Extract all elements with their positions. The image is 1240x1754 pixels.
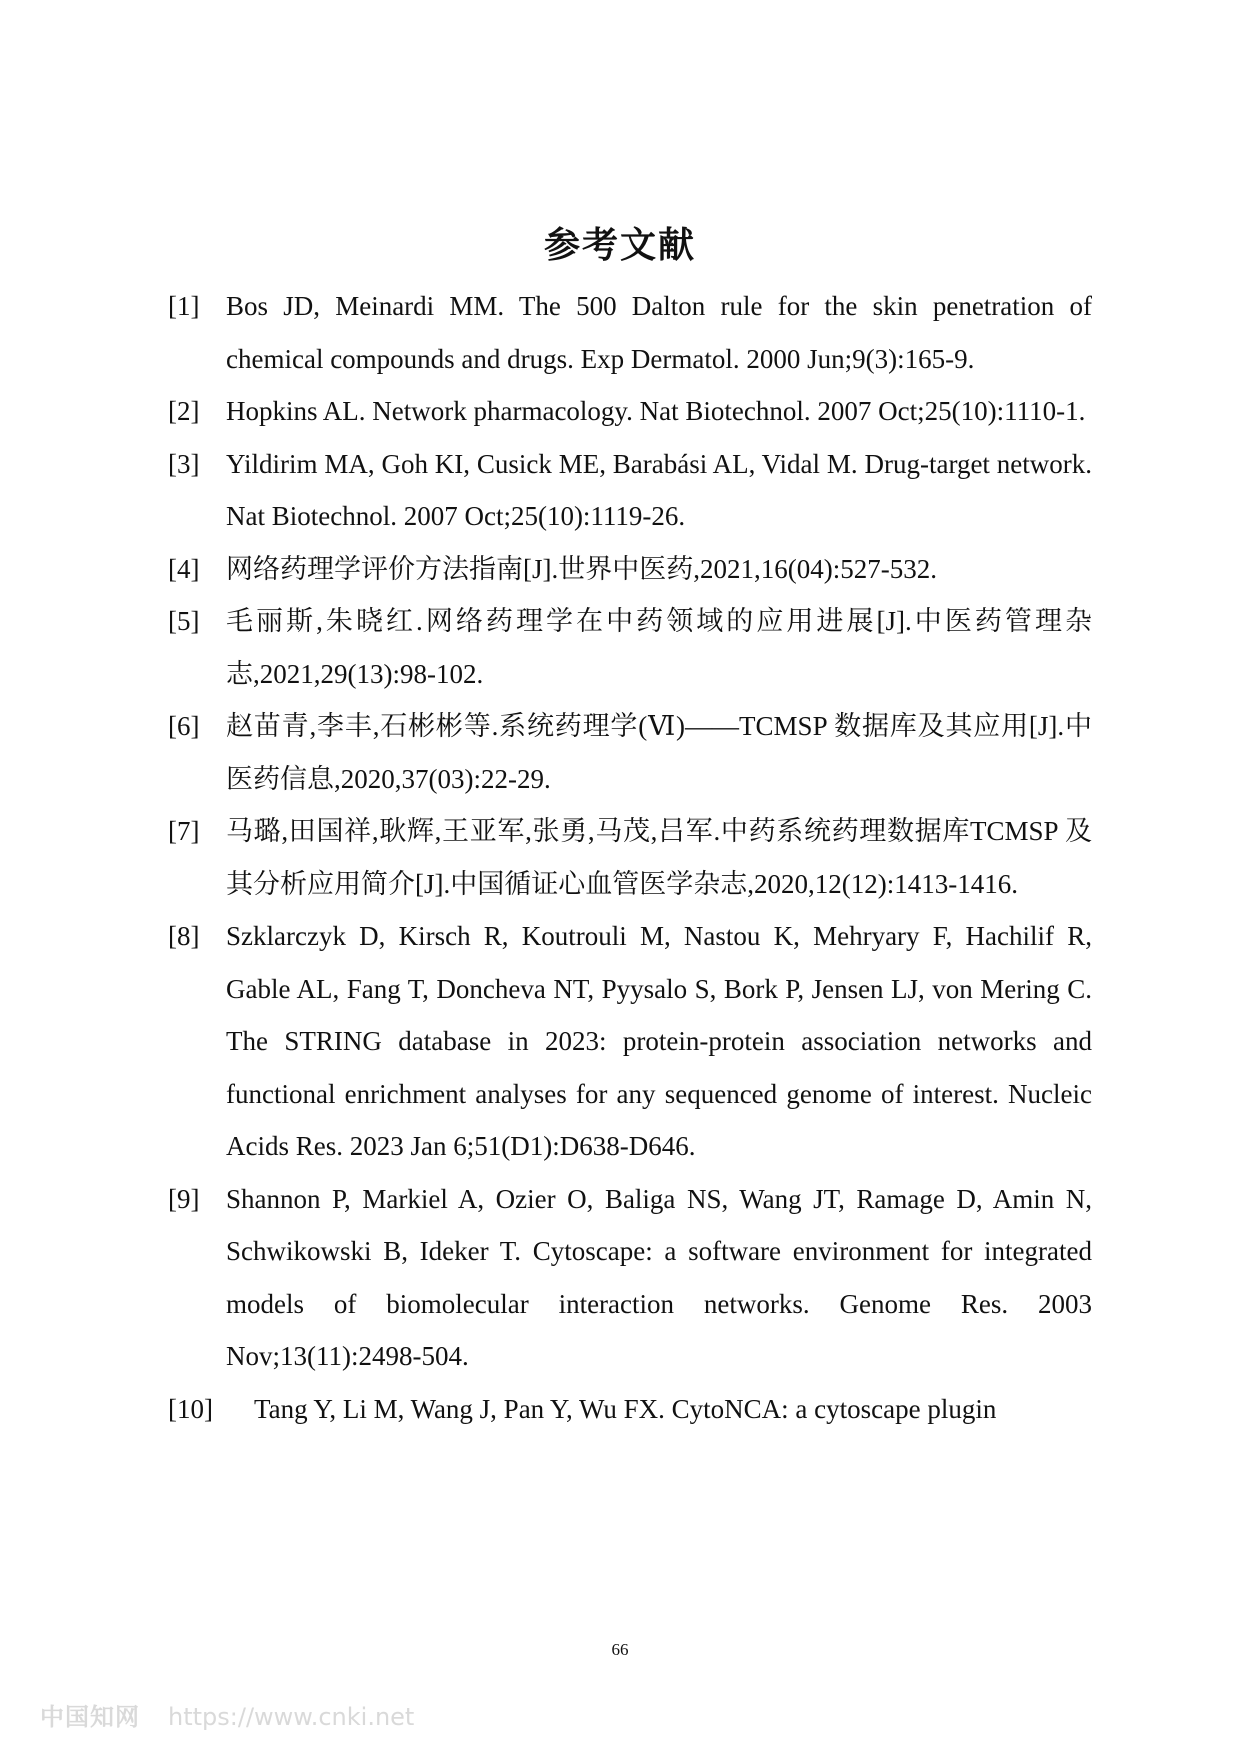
cnki-logo-text: 中国知网 [40, 1703, 140, 1731]
reference-item [168, 700, 1092, 805]
reference-item [168, 805, 1092, 910]
reference-number: [1] [168, 291, 200, 321]
reference-text: Yildirim MA, Goh KI, Cusick ME, Barabási AL, Vidal M. Drug-target network. Nat Biotechnol. 2007 Oct;25(10):1119-26. [226, 448, 1092, 531]
reference-item [168, 910, 1092, 1173]
reference-item [168, 280, 1092, 385]
reference-text: 赵苗青,李丰,石彬彬等.系统药理学(Ⅵ)——TCMSP 数据库及其应用[J].中医药信息,2020,37(03):22-29. [226, 711, 1092, 794]
reference-text: Hopkins AL. Network pharmacology. Nat Biotechnol. 2007 Oct;25(10):1110-1. [226, 396, 1086, 426]
reference-text: 毛丽斯,朱晓红.网络药理学在中药领域的应用进展[J].中医药管理杂志,2021,29(13):98-102. [226, 606, 1092, 689]
reference-text: 网络药理学评价方法指南[J].世界中医药,2021,16(04):527-532. [226, 553, 937, 584]
reference-number: [5] [168, 606, 200, 636]
cnki-watermark [40, 1697, 414, 1732]
reference-number: [9] [168, 1183, 200, 1214]
reference-number: [4] [168, 553, 200, 584]
reference-item [168, 543, 1092, 596]
reference-number: [3] [168, 448, 200, 479]
reference-item [168, 385, 1092, 438]
reference-number: [6] [168, 711, 200, 741]
reference-number: [2] [168, 396, 200, 426]
reference-text: 马璐,田国祥,耿辉,王亚军,张勇,马茂,吕军.中药系统药理数据库TCMSP 及其分析应用简介[J].中国循证心血管医学杂志,2020,12(12):1413-1416. [226, 816, 1092, 899]
reference-text: Szklarczyk D, Kirsch R, Koutrouli M, Nastou K, Mehryary F, Hachilif R, Gable AL, Fang T, Doncheva NT, Pyysalo S, Bork P, Jensen LJ, von Mering C. The STRING database in 2023: protein-protein association networks and functional enrichment analyses for any sequenced genome of interest. Nucleic Acids Res. 2023 Jan 6;51(D1):D638-D646. [226, 921, 1092, 1161]
reference-item [168, 1173, 1092, 1383]
reference-item [168, 595, 1092, 700]
reference-text: Tang Y, Li M, Wang J, Pan Y, Wu FX. CytoNCA: a cytoscape plugin [254, 1393, 997, 1424]
reference-text: Shannon P, Markiel A, Ozier O, Baliga NS, Wang JT, Ramage D, Amin N, Schwikowski B, Ideker T. Cytoscape: a software environment for integrated models of biomolecular interaction networks. Genome Res. 2003 Nov;13(11):2498-504. [226, 1183, 1092, 1371]
reference-list [168, 280, 1092, 1560]
reference-number: [10] [168, 1393, 213, 1424]
reference-item [168, 438, 1092, 543]
page-title: 参考文献 [543, 225, 696, 266]
reference-number: [7] [168, 816, 200, 846]
page-number: 66 [611, 1640, 629, 1659]
reference-number: [8] [168, 921, 200, 951]
watermark-url: https://www.cnki.net [168, 1703, 415, 1731]
reference-text: Bos JD, Meinardi MM. The 500 Dalton rule for the skin penetration of chemical compounds and drugs. Exp Dermatol. 2000 Jun;9(3):165-9. [226, 291, 1092, 374]
reference-item [168, 1383, 1092, 1436]
